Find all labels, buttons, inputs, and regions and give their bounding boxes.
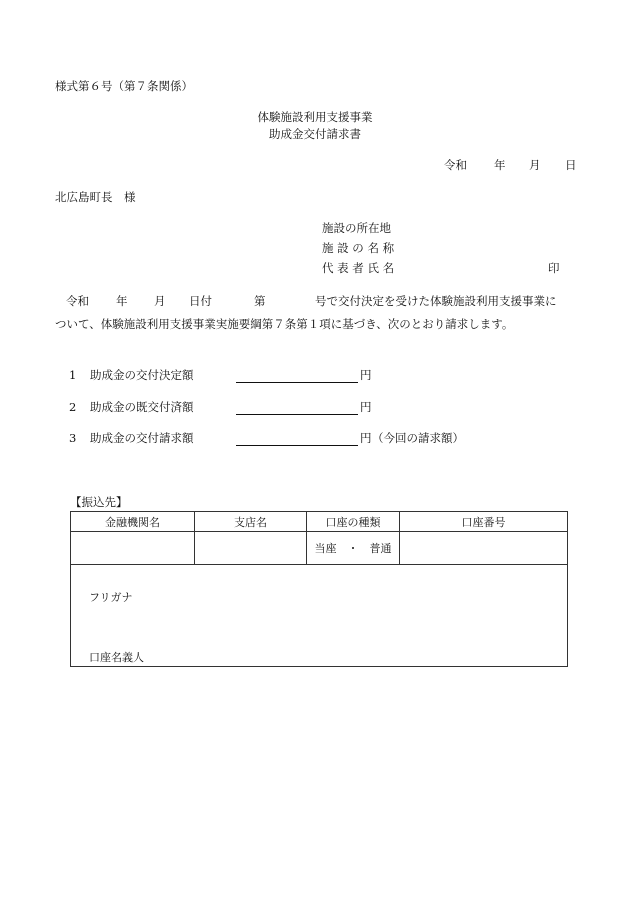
item-number: 3 [69, 431, 77, 445]
account-holder-field[interactable] [71, 565, 568, 667]
account-holder-row [71, 565, 568, 667]
bank-account-table [70, 511, 568, 667]
addressee: 北広島町長 様 [55, 190, 136, 204]
item-label: 助成金の既交付済額 [90, 400, 194, 414]
amount-field[interactable] [236, 431, 358, 446]
item-unit: 円 [360, 431, 372, 445]
bank-name-field[interactable] [71, 532, 195, 565]
representative-label: 代 表 者 氏 名 [322, 261, 395, 275]
account-holder-label: 口座名義人 [89, 651, 144, 664]
date-day: 日 [565, 158, 577, 172]
bank-value-row [71, 532, 568, 565]
item-unit: 円 [360, 400, 372, 414]
account-type-header: 口座の種類 [307, 512, 400, 532]
body-day: 日付 [189, 294, 212, 308]
date-year: 年 [494, 158, 506, 172]
document-title-line1: 体験施設利用支援事業 [257, 110, 373, 124]
item-number: 1 [69, 368, 77, 382]
body-year: 年 [116, 294, 128, 308]
item-label: 助成金の交付請求額 [90, 431, 194, 445]
facility-address-label: 施設の所在地 [322, 221, 391, 235]
body-text-line1: 号で交付決定を受けた体験施設利用支援事業に [315, 294, 557, 308]
item-label: 助成金の交付決定額 [90, 368, 194, 382]
seal-mark: 印 [548, 261, 560, 275]
item-unit: 円 [360, 368, 372, 382]
body-number: 第 [254, 294, 266, 308]
facility-name-label: 施 設 の 名 称 [322, 241, 395, 255]
date-month: 月 [529, 158, 541, 172]
branch-name-header: 支店名 [195, 512, 307, 532]
account-number-field[interactable] [400, 532, 568, 565]
form-number: 様式第６号（第７条関係） [55, 79, 193, 93]
account-number-header: 口座番号 [400, 512, 568, 532]
document-title-line2: 助成金交付請求書 [269, 127, 361, 141]
account-type-choice[interactable]: 当座 ・ 普通 [307, 532, 400, 565]
body-month: 月 [154, 294, 166, 308]
item-note: （今回の請求額） [372, 431, 464, 445]
bank-header-row [71, 512, 568, 532]
amount-field[interactable] [236, 368, 358, 383]
branch-name-field[interactable] [195, 532, 307, 565]
bank-heading: 【振込先】 [70, 495, 128, 509]
furigana-label: フリガナ [89, 591, 133, 604]
body-era: 令和 [66, 294, 89, 308]
body-text-line2: ついて、体験施設利用支援事業実施要綱第７条第１項に基づき、次のとおり請求します。 [55, 317, 514, 331]
date-era: 令和 [444, 158, 467, 172]
amount-field[interactable] [236, 400, 358, 415]
item-number: 2 [69, 400, 77, 414]
bank-name-header: 金融機関名 [71, 512, 195, 532]
